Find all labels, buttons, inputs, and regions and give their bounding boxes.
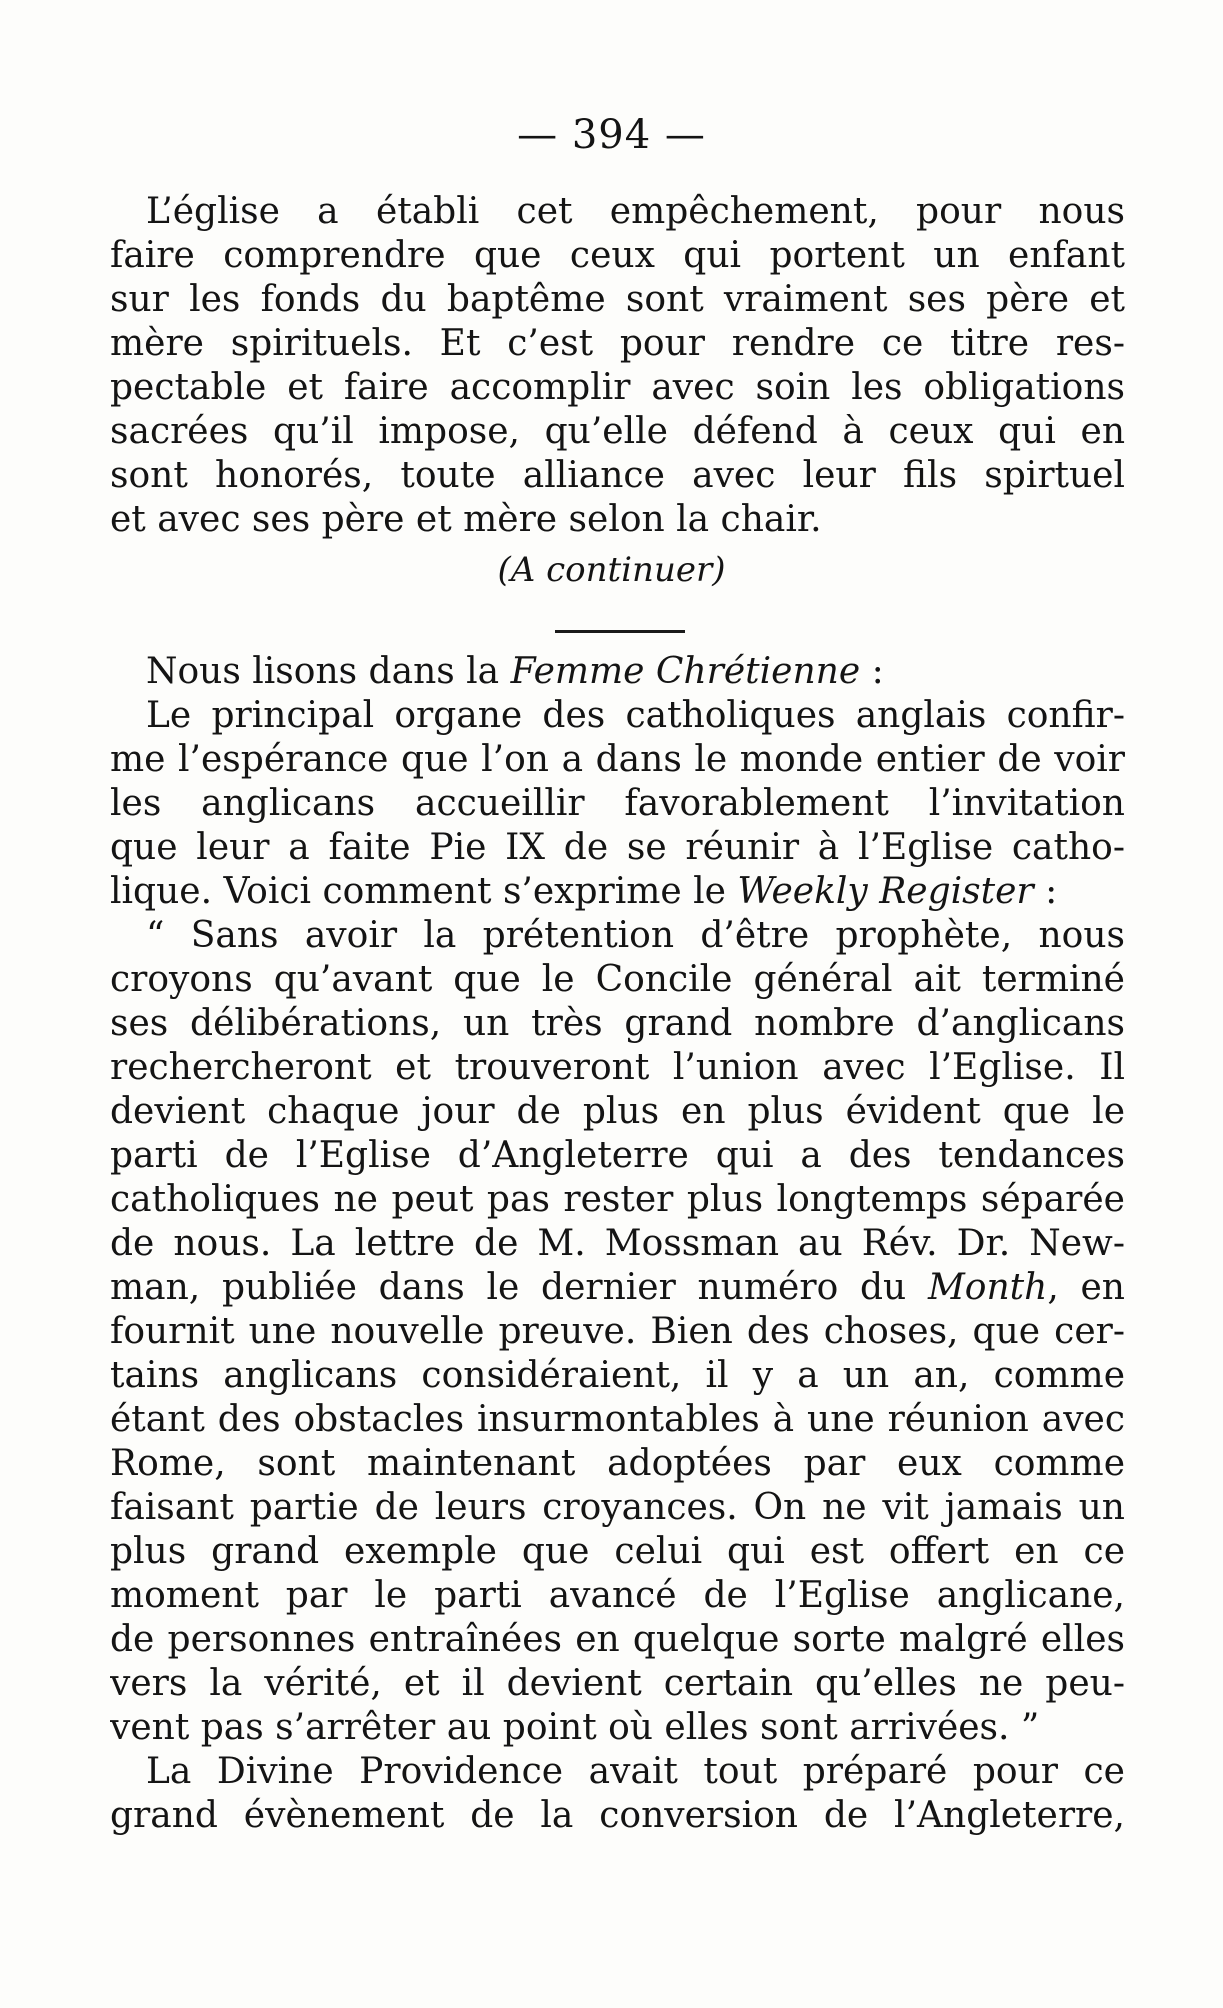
text-line: faire comprendre que ceux qui portent un enfant bbox=[110, 235, 1125, 276]
quote-line: parti de l’Eglise d’Angleterre qui a des tendances bbox=[110, 1135, 1125, 1176]
quote-line: plus grand exemple que celui qui est offert en ce bbox=[110, 1531, 1125, 1572]
section-divider bbox=[555, 630, 685, 633]
quote-line: vers la vérité, et il devient certain qu’elles ne peu- bbox=[110, 1663, 1125, 1704]
text-line: La Divine Providence avait tout préparé pour ce bbox=[146, 1751, 1125, 1792]
quote-line: devient chaque jour de plus en plus évident que le bbox=[110, 1091, 1125, 1132]
line-tail: , en bbox=[1047, 1267, 1125, 1308]
quote-line: faisant partie de leurs croyances. On ne vit jamais un bbox=[110, 1487, 1125, 1528]
text-line bbox=[110, 870, 1125, 914]
quote-line: moment par le parti avancé de l’Eglise anglicane, bbox=[110, 1575, 1125, 1616]
text-line: Le principal organe des catholiques anglais confir- bbox=[146, 695, 1125, 736]
text-line: me l’espérance que l’on a dans le monde entier de voir bbox=[110, 739, 1125, 780]
quote-line: croyons qu’avant que le Concile général ait terminé bbox=[110, 959, 1125, 1000]
periodical-title: Femme Chrétienne bbox=[510, 651, 861, 692]
quote-line: catholiques ne peut pas rester plus longtemps séparée bbox=[110, 1179, 1125, 1220]
paragraph-news bbox=[110, 650, 1125, 1838]
quote-line: Rome, sont maintenant adoptées par eux comme bbox=[110, 1443, 1125, 1484]
text-line bbox=[110, 650, 1125, 694]
line-text: man, publiée dans le dernier numéro du bbox=[110, 1267, 928, 1308]
text-line: et avec ses père et mère selon la chair. bbox=[110, 499, 822, 540]
quote-line: “ Sans avoir la prétention d’être prophète, nous bbox=[146, 915, 1125, 956]
quote-line: fournit une nouvelle preuve. Bien des choses, que cer- bbox=[110, 1311, 1125, 1352]
text-line: sacrées qu’il impose, qu’elle défend à ceux qui en bbox=[110, 411, 1125, 452]
text-line: que leur a faite Pie IX de se réunir à l’Eglise catho- bbox=[110, 827, 1125, 868]
line-text: lique. Voici comment s’exprime le bbox=[110, 871, 738, 912]
quote-line: ses délibérations, un très grand nombre d’anglicans bbox=[110, 1003, 1125, 1044]
quote-line: vent pas s’arrêter au point où elles sont arrivées. ” bbox=[110, 1707, 1040, 1748]
periodical-title: Month bbox=[927, 1267, 1048, 1308]
quote-line: de personnes entraînées en quelque sorte malgré elles bbox=[110, 1619, 1125, 1660]
periodical-title: Weekly Register bbox=[737, 871, 1034, 912]
quote-line: étant des obstacles insurmontables à une réunion avec bbox=[110, 1399, 1125, 1440]
page-number: — 394 — bbox=[517, 112, 706, 158]
text-line: pectable et faire accomplir avec soin les obligations bbox=[110, 367, 1125, 408]
text-line: sur les fonds du baptême sont vraiment ses père et bbox=[110, 279, 1125, 320]
intro-tail: : bbox=[860, 651, 884, 692]
text-line: sont honorés, toute alliance avec leur fils spirtuel bbox=[110, 455, 1125, 496]
paragraph-impediment bbox=[110, 190, 1125, 542]
quote-line: rechercheront et trouveront l’union avec l’Eglise. Il bbox=[110, 1047, 1125, 1088]
to-be-continued: (A continuer) bbox=[497, 550, 726, 590]
quote-line bbox=[110, 1266, 1125, 1310]
text-line: mère spirituels. Et c’est pour rendre ce titre res- bbox=[110, 323, 1125, 364]
quote-line: tains anglicans considéraient, il y a un an, comme bbox=[110, 1355, 1125, 1396]
text-line: les anglicans accueillir favorablement l’invitation bbox=[110, 783, 1125, 824]
line-tail: : bbox=[1033, 871, 1058, 912]
text-line: L’église a établi cet empêchement, pour nous bbox=[146, 191, 1125, 232]
text-line: grand évènement de la conversion de l’Angleterre, bbox=[110, 1795, 1125, 1836]
quote-line: de nous. La lettre de M. Mossman au Rév. Dr. New- bbox=[110, 1223, 1125, 1264]
intro-text: Nous lisons dans la bbox=[146, 651, 511, 692]
